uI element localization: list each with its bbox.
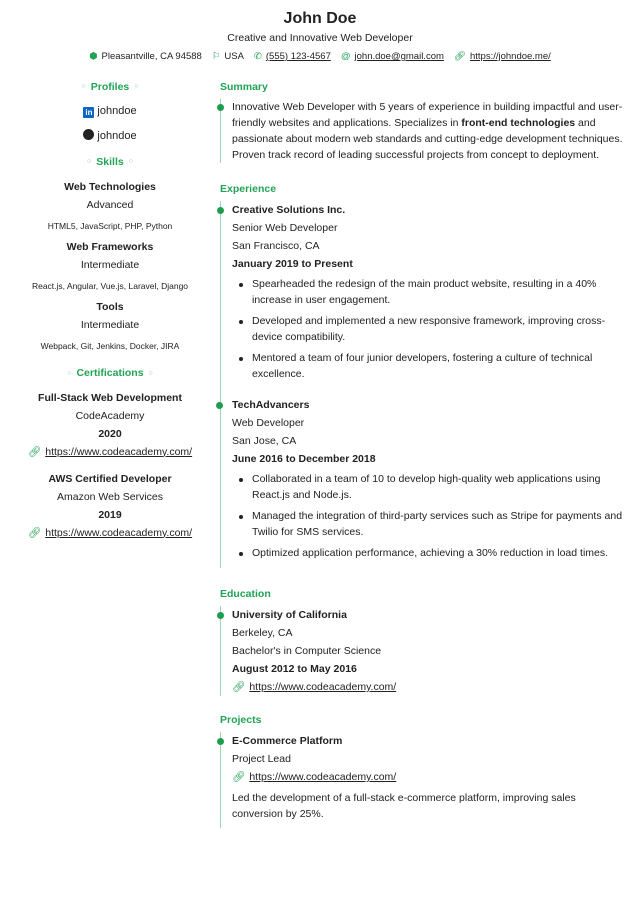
github-icon [83, 129, 94, 140]
link-icon: 🔗︎ [27, 526, 42, 539]
email-link[interactable]: john.doe@gmail.com [354, 51, 444, 62]
link-icon: 🔗︎ [27, 445, 42, 458]
profile-linkedin[interactable]: in johndoe [85, 105, 137, 118]
flag-icon: ⚐ [211, 51, 221, 62]
link-icon: 🔗︎ [232, 681, 246, 693]
resume-header [0, 9, 640, 64]
at-icon: @ [340, 51, 351, 62]
website-link[interactable]: https://johndoe.me/ [469, 51, 551, 62]
summary-heading: Summary [220, 81, 268, 93]
experience-heading: Experience [220, 183, 277, 195]
contact-bar [0, 50, 640, 64]
country: ⚐ USA [211, 51, 244, 62]
skill-item: Web Frameworks Intermediate React.js, Angular, Vue.js, Laravel, Django [31, 241, 189, 292]
timeline-dot [216, 402, 223, 409]
certifications-heading: ○ Certifications ○ [67, 367, 153, 380]
summary-text: Innovative Web Developer with 5 years of experience in building impactful and user-friendly websites and applications. Specializes in front-end technologies and passionate about modern web standards and cutting-edge development techniques. Proven track record of leading successful projects from concept to deployment. [232, 101, 623, 161]
skills-heading: ○ Skills ○ [87, 156, 133, 169]
phone [254, 50, 331, 64]
bullet-list: Collaborated in a team of 10 to develop high-quality web applications using React.js and Node.js. Managed the integration of third-party services such as Stripe for payments and Twilio for SMS services. Optimized application performance, achieving a 30% reduction in load times. [232, 471, 625, 561]
projects-section: Projects E-Commerce Platform Project Lead 🔗︎ https://www.codeacademy.com/ Led the development of a full-stack e-commerce platform, improving sales conversion by 25%. [220, 712, 625, 828]
certification-link[interactable]: https://www.codeacademy.com/ [45, 445, 193, 458]
summary-section [220, 79, 625, 163]
headline: Creative and Innovative Web Developer [227, 32, 413, 44]
timeline-dot [217, 612, 224, 619]
experience-section: Experience Creative Solutions Inc. Senior Web Developer San Francisco, CA January 2019 to Present Spearheaded the redesign of the main product website, resulting in a 40% increase in user engagement. Developed and implemented a new responsive framework, improving cross-device compatibility. Mentored a team of four junior developers, fostering a culture of technical excellence. TechAdvancers Web Developer San Jose, CA June 2016 to December 2018 Collaborated in a team of 10 to develop high-quality web applications using React.js and Node.js. Managed the integration of third-party services such as Stripe for payments and Twilio for SMS services. Optimized application performance, achieving a 30% reduction in load times. [220, 181, 625, 568]
location: ⬢ Pleasantville, CA 94588 [89, 51, 202, 62]
certification-link[interactable]: https://www.codeacademy.com/ [45, 526, 193, 539]
link-icon: 🔗︎ [232, 771, 246, 783]
bullet-list: Spearheaded the redesign of the main product website, resulting in a 40% increase in user engagement. Developed and implemented a new responsive framework, improving cross-device compatibility. Mentored a team of four junior developers, fostering a culture of technical excellence. [232, 276, 625, 382]
skill-item: Web Technologies Advanced HTML5, JavaScript, PHP, Python [47, 181, 173, 232]
education-heading: Education [220, 588, 271, 600]
timeline-dot [217, 207, 224, 214]
profiles-heading: ○ Profiles ○ [81, 81, 139, 93]
skill-item: Tools Intermediate Webpack, Git, Jenkins, Docker, JIRA [40, 301, 180, 352]
phone-icon: ✆ [253, 51, 262, 62]
projects-heading: Projects [220, 714, 262, 726]
education-section: Education University of California Berkeley, CA Bachelor's in Computer Science August 2012 to May 2016 🔗︎ https://www.codeacademy.com/ [220, 586, 625, 696]
link-icon: 🔗︎ [453, 51, 466, 62]
phone-link[interactable]: (555) 123-4567 [265, 51, 331, 62]
email [341, 50, 444, 64]
linkedin-icon: in [85, 108, 93, 118]
certification-item: AWS Certified Developer Amazon Web Services 2019 🔗︎ https://www.codeacademy.com/ [27, 472, 193, 539]
map-pin-icon: ⬢ [89, 51, 98, 62]
certification-item: Full-Stack Web Development CodeAcademy 2020 🔗︎ https://www.codeacademy.com/ [27, 391, 193, 458]
project-link[interactable]: https://www.codeacademy.com/ [249, 771, 397, 783]
sidebar [10, 79, 210, 542]
name: John Doe [283, 10, 357, 27]
education-link[interactable]: https://www.codeacademy.com/ [249, 681, 397, 693]
website [454, 50, 551, 64]
timeline-dot [217, 738, 224, 745]
timeline-dot [217, 104, 224, 111]
profile-github[interactable]: johndoe [10, 127, 210, 145]
